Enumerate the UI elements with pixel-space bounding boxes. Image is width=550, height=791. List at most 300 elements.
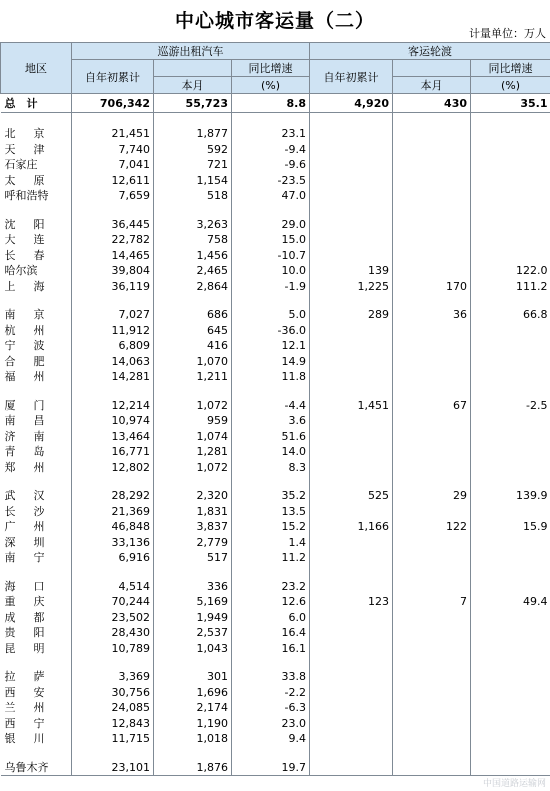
total-ferry-yoy: 35.1 <box>471 94 550 113</box>
city-char: 阳 <box>33 626 45 640</box>
taxi-ytd-cell: 39,804 <box>72 263 154 279</box>
ferry-ytd-cell: 289 <box>310 307 393 323</box>
spacer-cell <box>154 385 232 398</box>
ferry-month-cell <box>393 323 471 339</box>
taxi-month-cell: 2,320 <box>154 488 232 504</box>
ferry-month-cell <box>393 126 471 142</box>
page-title: 中心城市客运量（二） <box>174 10 375 32</box>
city-name <box>1 716 72 732</box>
city-name <box>1 731 72 747</box>
taxi-yoy-cell: 12.1 <box>232 338 310 354</box>
taxi-yoy-cell: 33.8 <box>232 669 310 685</box>
taxi-ytd-cell: 10,789 <box>72 641 154 657</box>
city-name-spread <box>5 444 45 459</box>
taxi-ytd-cell: 14,281 <box>72 369 154 385</box>
taxi-ytd-cell: 4,514 <box>72 579 154 595</box>
taxi-month-cell: 336 <box>154 579 232 595</box>
spacer-cell <box>1 566 72 579</box>
ferry-yoy-cell: -2.5 <box>471 398 550 414</box>
taxi-yoy-cell: 16.4 <box>232 625 310 641</box>
group-spacer <box>1 475 550 488</box>
city-char: 南 <box>33 429 45 443</box>
ferry-yoy-cell <box>471 641 550 657</box>
spacer-cell <box>1 747 72 760</box>
taxi-month-cell: 592 <box>154 142 232 158</box>
city-char: 长 <box>4 248 16 262</box>
city-name <box>1 429 72 445</box>
ferry-yoy-cell: 139.9 <box>471 488 550 504</box>
ferry-ytd-cell <box>310 157 393 173</box>
city-char: 沙 <box>33 504 45 518</box>
ferry-yoy-cell <box>471 173 550 189</box>
city-name-spread <box>5 248 45 263</box>
taxi-yoy-cell: 16.1 <box>232 641 310 657</box>
ferry-month-cell <box>393 444 471 460</box>
header-ferry-month: 本月 <box>393 77 471 94</box>
taxi-month-cell: 1,072 <box>154 398 232 414</box>
taxi-yoy-cell: 12.6 <box>232 594 310 610</box>
city-char: 州 <box>33 323 45 337</box>
city-name-spread <box>5 579 45 594</box>
taxi-ytd-cell: 13,464 <box>72 429 154 445</box>
spacer-cell <box>393 385 471 398</box>
spacer-cell <box>72 113 154 127</box>
taxi-yoy-cell: 19.7 <box>232 760 310 776</box>
header-ferry-pct: (%) <box>471 77 550 94</box>
spacer-cell <box>154 747 232 760</box>
ferry-yoy-cell <box>471 444 550 460</box>
taxi-ytd-cell: 21,451 <box>72 126 154 142</box>
ferry-ytd-cell <box>310 413 393 429</box>
table-row <box>1 685 550 701</box>
city-name <box>1 460 72 476</box>
taxi-month-cell: 1,072 <box>154 460 232 476</box>
ferry-month-cell <box>393 550 471 566</box>
city-char: 都 <box>33 610 45 624</box>
city-char: 明 <box>33 641 45 655</box>
city-char: 福 <box>4 370 16 384</box>
spacer-cell <box>1 204 72 217</box>
spacer-cell <box>393 656 471 669</box>
city-char: 杭 <box>4 323 16 337</box>
ferry-yoy-cell: 66.8 <box>471 307 550 323</box>
taxi-yoy-cell: -23.5 <box>232 173 310 189</box>
ferry-yoy-cell <box>471 550 550 566</box>
table-row <box>1 760 550 776</box>
city-name <box>1 217 72 233</box>
ferry-yoy-cell <box>471 217 550 233</box>
ferry-ytd-cell <box>310 731 393 747</box>
taxi-month-cell: 1,154 <box>154 173 232 189</box>
total-row <box>1 94 550 113</box>
spacer-cell <box>471 475 550 488</box>
spacer-cell <box>310 566 393 579</box>
spacer-cell <box>471 566 550 579</box>
city-name-spread <box>5 550 45 565</box>
taxi-month-cell: 1,043 <box>154 641 232 657</box>
spacer-cell <box>1 113 72 127</box>
ferry-ytd-cell <box>310 323 393 339</box>
spacer-cell <box>154 294 232 307</box>
table-row <box>1 535 550 551</box>
ferry-ytd-cell <box>310 232 393 248</box>
ferry-ytd-cell <box>310 610 393 626</box>
table-row <box>1 669 550 685</box>
ferry-month-cell: 36 <box>393 307 471 323</box>
ferry-yoy-cell <box>471 338 550 354</box>
taxi-yoy-cell: 11.2 <box>232 550 310 566</box>
city-name-spread <box>5 173 45 188</box>
ferry-ytd-cell <box>310 579 393 595</box>
taxi-yoy-cell: 10.0 <box>232 263 310 279</box>
city-char: 圳 <box>33 535 45 549</box>
city-char: 深 <box>4 535 16 549</box>
table-row <box>1 157 550 173</box>
taxi-ytd-cell: 10,974 <box>72 413 154 429</box>
spacer-cell <box>232 294 310 307</box>
ferry-month-cell <box>393 157 471 173</box>
taxi-month-cell: 1,949 <box>154 610 232 626</box>
table-row <box>1 126 550 142</box>
city-char: 昆 <box>4 641 16 655</box>
taxi-month-cell: 721 <box>154 157 232 173</box>
taxi-ytd-cell: 12,214 <box>72 398 154 414</box>
city-char: 波 <box>33 339 45 353</box>
taxi-ytd-cell: 22,782 <box>72 232 154 248</box>
header-taxi: 巡游出租汽车 <box>72 43 310 60</box>
taxi-month-cell: 1,281 <box>154 444 232 460</box>
city-name <box>1 369 72 385</box>
ferry-month-cell: 170 <box>393 279 471 295</box>
city-char: 厦 <box>4 398 16 412</box>
city-name <box>1 610 72 626</box>
taxi-yoy-cell: 13.5 <box>232 504 310 520</box>
city-char: 银 <box>4 732 16 746</box>
spacer-cell <box>393 747 471 760</box>
spacer-cell <box>232 385 310 398</box>
city-char: 沈 <box>4 217 16 231</box>
taxi-ytd-cell: 23,502 <box>72 610 154 626</box>
spacer-cell <box>393 475 471 488</box>
ferry-yoy-cell <box>471 460 550 476</box>
taxi-month-cell: 3,837 <box>154 519 232 535</box>
taxi-ytd-cell: 24,085 <box>72 700 154 716</box>
city-char: 太 <box>4 173 16 187</box>
spacer-cell <box>1 475 72 488</box>
ferry-yoy-cell <box>471 157 550 173</box>
spacer-cell <box>232 747 310 760</box>
taxi-yoy-cell: -4.4 <box>232 398 310 414</box>
ferry-yoy-cell <box>471 126 550 142</box>
city-char: 成 <box>4 610 16 624</box>
ferry-month-cell <box>393 669 471 685</box>
taxi-month-cell: 5,169 <box>154 594 232 610</box>
ferry-yoy-cell <box>471 323 550 339</box>
table-row <box>1 641 550 657</box>
city-name-spread <box>5 460 45 475</box>
spacer-cell <box>471 385 550 398</box>
ferry-month-cell <box>393 504 471 520</box>
city-char: 海 <box>4 579 16 593</box>
city-char: 连 <box>33 233 45 247</box>
ferry-month-cell <box>393 685 471 701</box>
city-name <box>1 535 72 551</box>
city-name-spread <box>5 700 45 715</box>
city-name: 呼和浩特 <box>4 189 49 203</box>
city-char: 郑 <box>4 460 16 474</box>
city-char: 上 <box>4 279 16 293</box>
taxi-yoy-cell: 9.4 <box>232 731 310 747</box>
ferry-ytd-cell <box>310 460 393 476</box>
taxi-yoy-cell: 29.0 <box>232 217 310 233</box>
taxi-ytd-cell: 6,916 <box>72 550 154 566</box>
ferry-month-cell <box>393 232 471 248</box>
total-ferry-month: 430 <box>393 94 471 113</box>
city-char: 京 <box>33 308 45 322</box>
taxi-ytd-cell: 33,136 <box>72 535 154 551</box>
ferry-ytd-cell <box>310 126 393 142</box>
table-row <box>1 460 550 476</box>
city-name <box>1 398 72 414</box>
table-row <box>1 338 550 354</box>
taxi-ytd-cell: 11,715 <box>72 731 154 747</box>
table-row <box>1 716 550 732</box>
header-taxi-ytd: 自年初累计 <box>72 60 154 94</box>
ferry-ytd-cell <box>310 173 393 189</box>
ferry-yoy-cell <box>471 429 550 445</box>
spacer-cell <box>72 294 154 307</box>
city-char: 川 <box>33 732 45 746</box>
city-name <box>1 669 72 685</box>
taxi-yoy-cell: 6.0 <box>232 610 310 626</box>
taxi-yoy-cell: 51.6 <box>232 429 310 445</box>
taxi-ytd-cell: 30,756 <box>72 685 154 701</box>
ferry-month-cell <box>393 338 471 354</box>
ferry-month-cell <box>393 610 471 626</box>
taxi-month-cell: 959 <box>154 413 232 429</box>
city-name <box>1 641 72 657</box>
city-char: 武 <box>4 489 16 503</box>
table-row <box>1 173 550 189</box>
taxi-yoy-cell: 35.2 <box>232 488 310 504</box>
city-char: 海 <box>33 279 45 293</box>
ferry-yoy-cell <box>471 716 550 732</box>
city-name <box>1 279 72 295</box>
city-name <box>1 323 72 339</box>
ferry-yoy-cell <box>471 354 550 370</box>
ferry-yoy-cell <box>471 232 550 248</box>
table-body <box>1 94 550 776</box>
city-char: 宁 <box>4 339 16 353</box>
taxi-yoy-cell: -36.0 <box>232 323 310 339</box>
city-name <box>1 338 72 354</box>
ferry-ytd-cell: 525 <box>310 488 393 504</box>
table-row <box>1 700 550 716</box>
table-row <box>1 217 550 233</box>
ferry-ytd-cell <box>310 444 393 460</box>
city-name-spread <box>5 126 45 141</box>
taxi-yoy-cell: 3.6 <box>232 413 310 429</box>
taxi-month-cell: 1,456 <box>154 248 232 264</box>
ferry-ytd-cell <box>310 760 393 776</box>
city-char: 天 <box>4 142 16 156</box>
city-name-spread <box>5 413 45 428</box>
spacer-cell <box>154 113 232 127</box>
spacer-cell <box>1 294 72 307</box>
spacer-cell <box>310 475 393 488</box>
spacer-cell <box>1 385 72 398</box>
city-char: 萨 <box>33 670 45 684</box>
taxi-yoy-cell: 5.0 <box>232 307 310 323</box>
spacer-cell <box>393 204 471 217</box>
city-char: 州 <box>33 701 45 715</box>
table-row <box>1 279 550 295</box>
ferry-month-cell <box>393 248 471 264</box>
taxi-month-cell: 1,876 <box>154 760 232 776</box>
taxi-ytd-cell: 16,771 <box>72 444 154 460</box>
ferry-month-cell <box>393 579 471 595</box>
spacer-cell <box>72 385 154 398</box>
city-name-spread <box>5 716 45 731</box>
group-spacer <box>1 656 550 669</box>
city-name <box>1 700 72 716</box>
ferry-month-cell <box>393 760 471 776</box>
city-name <box>1 354 72 370</box>
city-char: 兰 <box>4 701 16 715</box>
table-row <box>1 610 550 626</box>
city-char: 宁 <box>33 551 45 565</box>
spacer-cell <box>154 204 232 217</box>
ferry-ytd-cell: 1,451 <box>310 398 393 414</box>
group-spacer <box>1 294 550 307</box>
table-row <box>1 550 550 566</box>
taxi-ytd-cell: 46,848 <box>72 519 154 535</box>
group-spacer <box>1 747 550 760</box>
taxi-month-cell: 3,263 <box>154 217 232 233</box>
city-name <box>1 248 72 264</box>
taxi-ytd-cell: 7,740 <box>72 142 154 158</box>
spacer-cell <box>72 656 154 669</box>
taxi-month-cell: 1,696 <box>154 685 232 701</box>
taxi-month-cell: 1,074 <box>154 429 232 445</box>
ferry-yoy-cell <box>471 731 550 747</box>
spacer-cell <box>232 113 310 127</box>
taxi-ytd-cell: 36,119 <box>72 279 154 295</box>
ferry-month-cell <box>393 142 471 158</box>
taxi-yoy-cell: -6.3 <box>232 700 310 716</box>
table-row <box>1 263 550 279</box>
taxi-month-cell: 2,779 <box>154 535 232 551</box>
total-taxi-yoy: 8.8 <box>232 94 310 113</box>
taxi-yoy-cell: 8.3 <box>232 460 310 476</box>
ferry-yoy-cell: 49.4 <box>471 594 550 610</box>
city-name <box>1 625 72 641</box>
ferry-ytd-cell <box>310 248 393 264</box>
ferry-yoy-cell <box>471 610 550 626</box>
city-name <box>1 488 72 504</box>
spacer-cell <box>471 656 550 669</box>
city-char: 安 <box>33 685 45 699</box>
group-spacer <box>1 204 550 217</box>
table-row <box>1 248 550 264</box>
spacer-cell <box>393 113 471 127</box>
taxi-month-cell: 645 <box>154 323 232 339</box>
taxi-yoy-cell: 14.9 <box>232 354 310 370</box>
ferry-month-cell <box>393 188 471 204</box>
table-row <box>1 594 550 610</box>
taxi-month-cell: 2,174 <box>154 700 232 716</box>
table-row <box>1 354 550 370</box>
city-name-spread <box>5 369 45 384</box>
ferry-month-cell <box>393 716 471 732</box>
taxi-ytd-cell: 12,843 <box>72 716 154 732</box>
city-name-spread <box>5 429 45 444</box>
taxi-month-cell: 1,831 <box>154 504 232 520</box>
city-name-spread <box>5 641 45 656</box>
ferry-month-cell: 29 <box>393 488 471 504</box>
city-name <box>1 444 72 460</box>
taxi-yoy-cell: 11.8 <box>232 369 310 385</box>
ferry-yoy-cell: 122.0 <box>471 263 550 279</box>
city-name-spread <box>5 669 45 684</box>
city-name <box>1 550 72 566</box>
ferry-month-cell <box>393 217 471 233</box>
city-name-spread <box>5 217 45 232</box>
header-taxi-month: 本月 <box>154 77 232 94</box>
taxi-ytd-cell: 12,611 <box>72 173 154 189</box>
ferry-month-cell <box>393 429 471 445</box>
table-row <box>1 731 550 747</box>
city-name <box>1 142 72 158</box>
ferry-ytd-cell <box>310 142 393 158</box>
city-name <box>1 126 72 142</box>
table-row <box>1 232 550 248</box>
taxi-month-cell: 758 <box>154 232 232 248</box>
spacer-cell <box>232 204 310 217</box>
city-name <box>1 504 72 520</box>
taxi-yoy-cell: -10.7 <box>232 248 310 264</box>
city-char: 南 <box>4 414 16 428</box>
ferry-yoy-cell <box>471 142 550 158</box>
city-char: 合 <box>4 354 16 368</box>
ferry-ytd-cell <box>310 625 393 641</box>
taxi-yoy-cell: -9.6 <box>232 157 310 173</box>
city-name <box>1 579 72 595</box>
city-name-spread <box>5 323 45 338</box>
passenger-volume-table <box>0 42 550 776</box>
spacer-cell <box>310 294 393 307</box>
table-row <box>1 142 550 158</box>
city-name-spread <box>5 307 45 322</box>
taxi-ytd-cell: 14,063 <box>72 354 154 370</box>
ferry-ytd-cell <box>310 354 393 370</box>
city-name-spread <box>5 519 45 534</box>
taxi-ytd-cell: 23,101 <box>72 760 154 776</box>
taxi-yoy-cell: 15.2 <box>232 519 310 535</box>
taxi-yoy-cell: 23.2 <box>232 579 310 595</box>
city-char: 阳 <box>33 217 45 231</box>
ferry-ytd-cell: 1,225 <box>310 279 393 295</box>
group-spacer <box>1 113 550 127</box>
spacer-cell <box>471 113 550 127</box>
city-name-spread <box>5 279 45 294</box>
city-char: 拉 <box>4 670 16 684</box>
ferry-yoy-cell <box>471 188 550 204</box>
spacer-cell <box>72 566 154 579</box>
taxi-ytd-cell: 36,445 <box>72 217 154 233</box>
table-row <box>1 504 550 520</box>
spacer-cell <box>232 656 310 669</box>
